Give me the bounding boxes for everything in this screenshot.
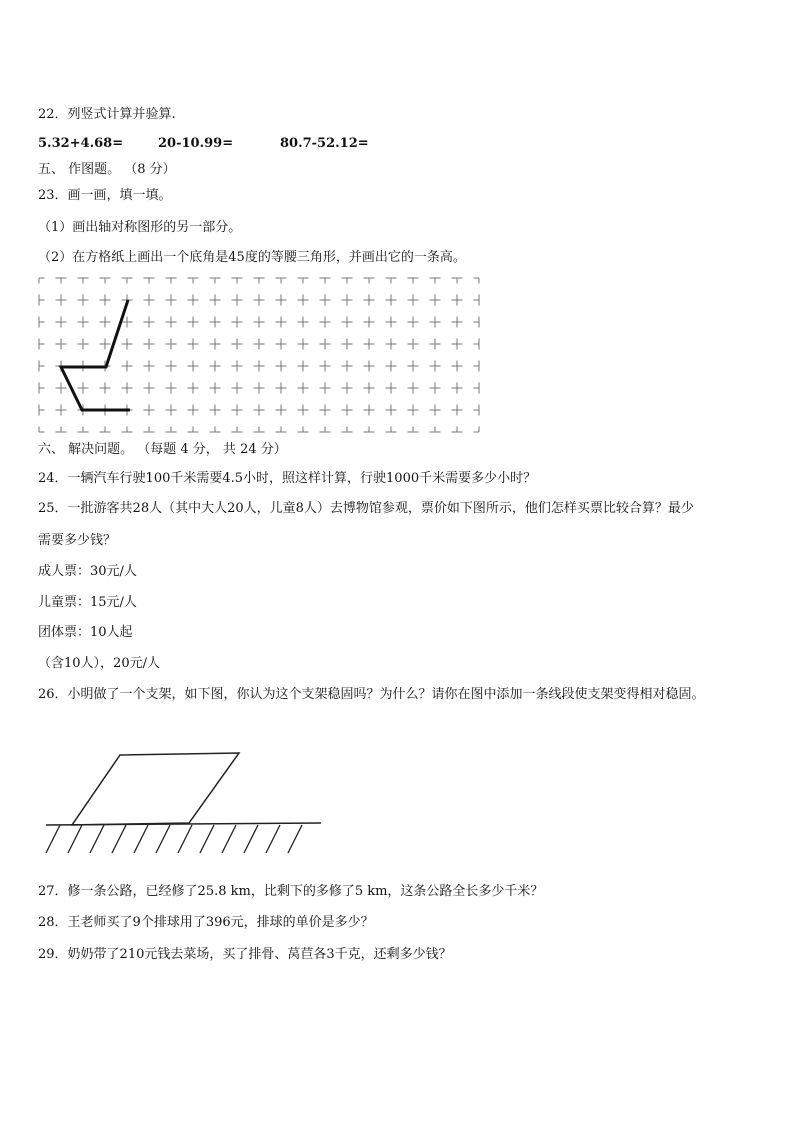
calc-1: 5.32+4.68= bbox=[38, 136, 124, 151]
price-group-note: （含10人），20元/人 bbox=[38, 656, 160, 671]
parallelogram-bracket bbox=[72, 753, 239, 825]
q25-line1: 25．一批游客共28人（其中大人20人，儿童8人）去博物馆参观，票价如下图所示，他们怎样买票比较合算？最少 bbox=[38, 501, 694, 516]
q23-title: 23．画一画，填一填。 bbox=[38, 188, 172, 203]
ground-line bbox=[46, 823, 321, 825]
q22-calcs bbox=[38, 135, 438, 153]
q28-text: 28．王老师买了9个排球用了396元，排球的单价是多少？ bbox=[38, 915, 374, 930]
grid-paper bbox=[36, 275, 482, 437]
q26-text: 26．小明做了一个支架，如下图，你认为这个支架稳固吗？为什么？请你在图中添加一条线段使支架变得相对稳固。 bbox=[38, 687, 705, 702]
q25-line2: 需要多少钱？ bbox=[38, 533, 117, 548]
q23-part2: （2）在方格纸上画出一个底角是45度的等腰三角形，并画出它的一条高。 bbox=[38, 250, 466, 265]
half-figure bbox=[61, 300, 130, 410]
q24-text: 24．一辆汽车行驶100千米需要4.5小时，照这样计算，行驶1000千米需要多少小时？ bbox=[38, 471, 537, 486]
section-5-heading: 五、 作图题。 （8 分） bbox=[38, 162, 176, 177]
price-child: 儿童票：15元/人 bbox=[38, 595, 137, 610]
section-6-heading: 六、 解决问题。 （每题 4 分， 共 24 分） bbox=[38, 442, 287, 457]
price-adult: 成人票：30元/人 bbox=[38, 564, 137, 579]
calc-2: 20-10.99= bbox=[158, 136, 234, 151]
bracket-figure bbox=[36, 745, 336, 860]
price-group: 团体票：10人起 bbox=[38, 625, 133, 640]
q23-part1: （1）画出轴对称图形的另一部分。 bbox=[38, 220, 242, 235]
q29-text: 29．奶奶带了210元钱去菜场，买了排骨、莴苣各3千克，还剩多少钱？ bbox=[38, 947, 452, 962]
q27-text: 27．修一条公路，已经修了25.8 km，比剩下的多修了5 km，这条公路全长多少千米？ bbox=[38, 884, 544, 899]
q22-title: 22．列竖式计算并验算. bbox=[38, 107, 176, 122]
calc-3: 80.7-52.12= bbox=[280, 136, 369, 151]
